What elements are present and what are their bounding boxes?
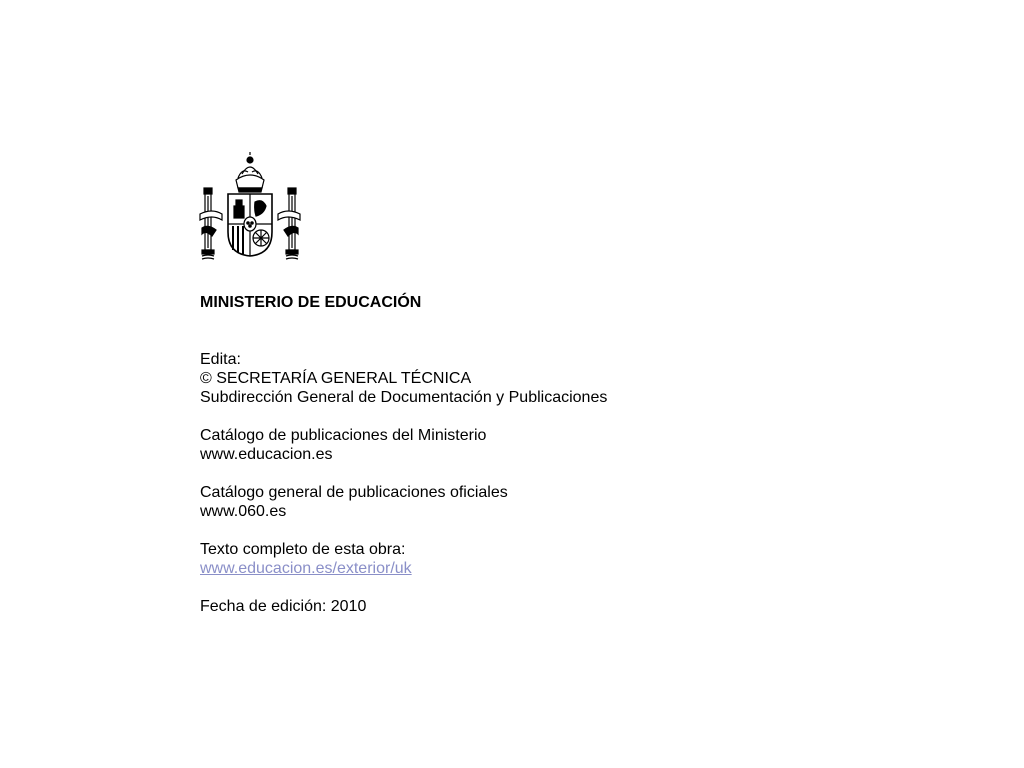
catalogo-oficial-url: www.060.es <box>200 503 287 520</box>
texto-completo-label: Texto completo de esta obra: <box>200 541 406 558</box>
catalogo-ministerio-label: Catálogo de publicaciones del Ministerio <box>200 427 487 444</box>
secretaria-text: © SECRETARÍA GENERAL TÉCNICA <box>200 370 472 387</box>
ministry-name: MINISTERIO DE EDUCACIÓN <box>200 294 422 311</box>
spacer <box>200 578 800 597</box>
spacer <box>200 464 800 483</box>
spacer <box>200 407 800 426</box>
texto-completo-link[interactable]: www.educacion.es/exterior/uk <box>200 560 412 577</box>
spacer <box>200 521 800 540</box>
subdireccion-text: Subdirección General de Documentación y Publicaciones <box>200 389 608 406</box>
catalogo-ministerio-url: www.educacion.es <box>200 446 333 463</box>
coat-of-arms-icon <box>198 150 302 262</box>
publication-credits <box>200 293 800 616</box>
catalogo-oficial-label: Catálogo general de publicaciones oficiales <box>200 484 508 501</box>
edita-label: Edita: <box>200 351 241 368</box>
fecha-edicion: Fecha de edición: 2010 <box>200 598 367 615</box>
